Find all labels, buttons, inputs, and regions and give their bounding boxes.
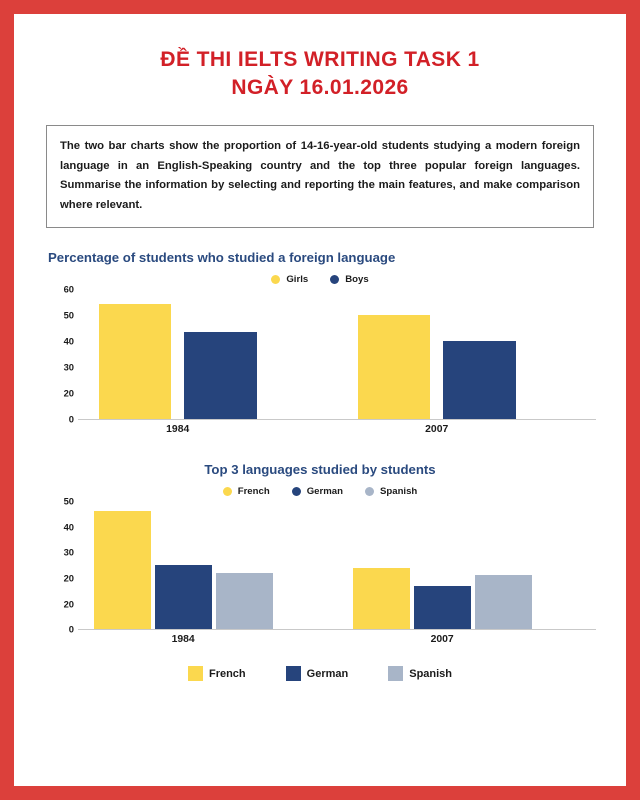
legend-dot-icon-girls <box>271 275 280 284</box>
x-axis-label: 2007 <box>425 424 449 436</box>
bar-boys-2007 <box>443 341 516 419</box>
legend-square-icon-spanish <box>388 666 403 681</box>
bar-spanish-1984 <box>216 573 273 629</box>
y-axis-tick: 40 <box>63 521 74 533</box>
chart-2-title: Top 3 languages studied by students <box>204 462 436 478</box>
legend-dot-icon-spanish <box>365 487 374 496</box>
task-prompt-box <box>46 125 594 228</box>
bar-german-1984 <box>155 565 212 629</box>
legend-item-french-bottom <box>188 666 246 681</box>
x-axis-label: 2007 <box>430 634 454 646</box>
y-axis-tick: 50 <box>63 495 74 507</box>
chart-2-section <box>14 462 626 681</box>
bar-french-1984 <box>94 511 151 629</box>
legend-item-german-top <box>292 486 343 497</box>
chart-1-plot-area <box>48 283 596 440</box>
legend-label-french-top: French <box>237 486 270 498</box>
y-axis-tick: 40 <box>63 335 74 347</box>
chart-1-plot <box>63 283 596 425</box>
chart-2-bars <box>78 501 596 629</box>
legend-square-icon-french <box>188 666 203 681</box>
bar-german-2007 <box>414 586 471 630</box>
bar-boys-1984 <box>184 332 257 419</box>
legend-item-girls <box>271 274 308 285</box>
chart-2-x-axis <box>78 630 596 650</box>
chart-1-x-axis <box>78 420 596 440</box>
chart-2-plot-area <box>48 495 596 650</box>
legend-dot-icon-french <box>223 487 232 496</box>
legend-item-boys <box>330 274 368 285</box>
legend-item-french-top <box>223 486 270 497</box>
chart-1-bars <box>78 289 596 419</box>
chart-1-legend <box>14 274 626 285</box>
chart-1-title: Percentage of students who studied a foreign language <box>48 250 396 266</box>
title-line-2: NGÀY 16.01.2026 <box>231 75 409 99</box>
legend-square-icon-german <box>286 666 301 681</box>
legend-label-german-top: German <box>306 486 343 498</box>
legend-label-girls: Girls <box>286 274 309 286</box>
y-axis-tick: 20 <box>63 572 74 584</box>
bar-girls-1984 <box>99 304 172 419</box>
y-axis-tick: 0 <box>68 413 74 425</box>
x-axis-label: 1984 <box>166 424 190 436</box>
y-axis-tick: 60 <box>63 283 74 295</box>
legend-dot-icon-boys <box>330 275 339 284</box>
x-axis-label: 1984 <box>171 634 195 646</box>
y-axis-tick: 30 <box>63 546 74 558</box>
legend-item-german-bottom <box>286 666 349 681</box>
legend-label-boys: Boys <box>345 274 369 286</box>
y-axis-tick: 30 <box>63 361 74 373</box>
chart-2-legend-top <box>14 486 626 497</box>
chart-2-legend-bottom <box>14 666 626 681</box>
legend-item-spanish-bottom <box>388 666 452 681</box>
legend-item-spanish-top <box>365 486 417 497</box>
legend-label-french-bottom: French <box>208 667 246 680</box>
page-title <box>14 14 626 101</box>
bar-spanish-2007 <box>475 575 532 629</box>
legend-label-spanish-top: Spanish <box>379 486 418 498</box>
y-axis-tick: 20 <box>63 598 74 610</box>
chart-1-section <box>14 250 626 440</box>
y-axis-tick: 20 <box>63 387 74 399</box>
y-axis-tick: 0 <box>68 623 74 635</box>
legend-label-german-bottom: German <box>306 667 349 680</box>
bar-french-2007 <box>353 568 410 629</box>
chart-2-plot <box>63 495 596 635</box>
title-line-1: ĐỀ THI IELTS WRITING TASK 1 <box>160 48 480 71</box>
poster-frame <box>14 14 626 786</box>
y-axis-tick: 50 <box>63 309 74 321</box>
task-prompt-text: The two bar charts show the proportion of 14-16-year-old students studying a modern foreign language in an English-Speaking country and the top three popular foreign languages. Summarise the information by selecting and reporting the main features, and make comparison where relevant. <box>60 140 580 211</box>
legend-dot-icon-german <box>292 487 301 496</box>
bar-girls-2007 <box>358 315 431 419</box>
legend-label-spanish-bottom: Spanish <box>409 667 453 680</box>
